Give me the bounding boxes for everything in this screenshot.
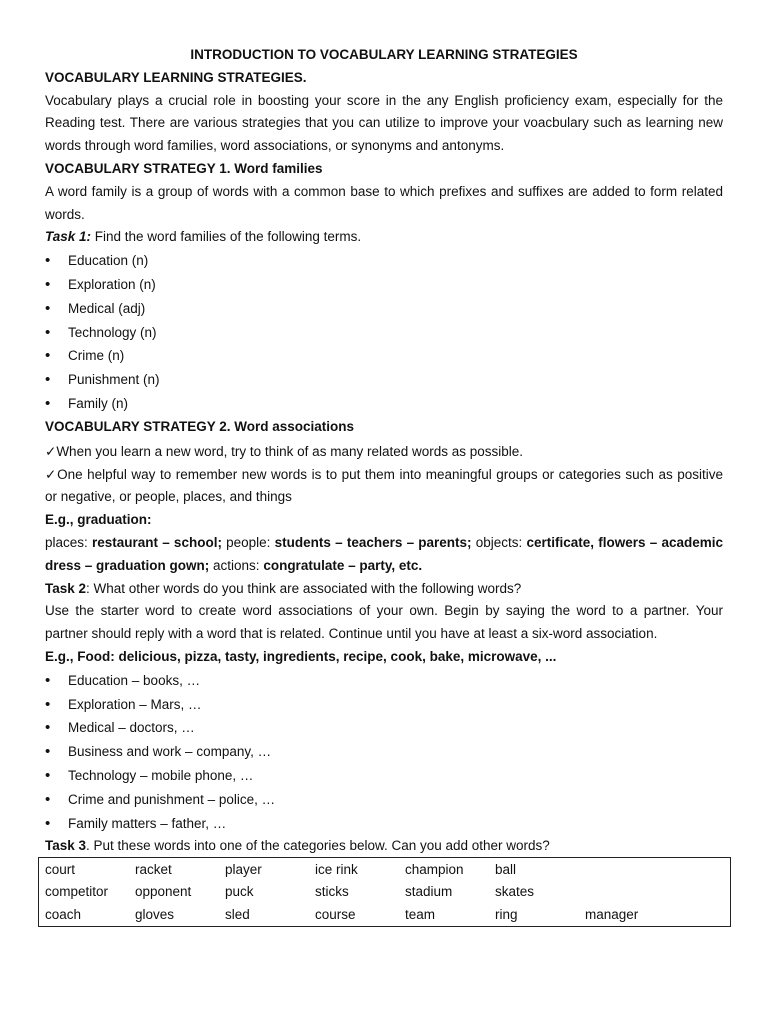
list-item: • Exploration – Mars, … [45,693,723,717]
table-cell: sticks [315,884,349,900]
table-cell: manager [585,906,639,922]
checkmark-line-2-cont: or negative, or people, places, and things [45,489,292,505]
table-cell: ball [495,861,517,877]
task3-text: . Put these words into one of the categories below. Can you add other words? [86,838,550,854]
table-cell: team [405,906,436,922]
table-cell: ring [495,906,518,922]
table-cell: opponent [135,884,192,900]
list-item: • Technology – mobile phone, … [45,764,723,788]
task2-desc-line-2: partner should reply with a word that is related. Continue until you have at least a six-word association. [45,626,658,642]
strategy2-heading: VOCABULARY STRATEGY 2. Word associations [45,418,355,434]
eg-text: people: [221,534,275,550]
word-table [38,857,731,927]
task3-label: Task 3 [45,838,87,854]
task2-line [45,578,723,601]
table-cell [579,881,731,904]
list-item: • Exploration (n) [45,273,723,297]
table-cell: court [45,861,76,877]
list-item: • Crime (n) [45,344,723,368]
eg-bold: congratulate – party, etc. [263,557,423,573]
strategy1-heading: VOCABULARY STRATEGY 1. Word families [45,160,323,176]
intro-line-1: Vocabulary plays a crucial role in boosting your score in the any English proficiency exam, especially for the [45,92,723,108]
list-item: • Medical – doctors, … [45,716,723,740]
strategy1-def-line-2: words. [45,206,85,222]
eg-line-1 [45,532,723,555]
list-item: • Family matters – father, … [45,812,723,836]
checkmark-line-2: ✓ One helpful way to remember new words is to put them into meaningful groups or categories such as positive [45,464,723,487]
task3-line [45,835,723,858]
task1-label: Task 1: [45,229,92,245]
table-cell: sled [225,906,250,922]
checkmark-line-1: ✓ When you learn a new word, try to think of as many related words as possible. [45,439,723,464]
eg-bold: restaurant – school; [91,534,222,550]
eg-bold: dress – graduation gown; [45,557,210,573]
table-row [39,903,731,926]
task1-text: Find the word families of the following terms. [91,229,362,245]
intro-line-3: words through word families, word associations, or synonyms and antonyms. [45,138,505,154]
section-heading: VOCABULARY LEARNING STRATEGIES. [45,69,307,85]
eg-text: actions: [209,557,264,573]
document-page [45,44,723,858]
task2-desc-line-1: Use the starter word to create word associations of your own. Begin by saying the word to a partner. Your [45,603,723,619]
table-cell [579,858,731,881]
list-item: • Education – books, … [45,669,723,693]
task2-text: : What other words do you think are associated with the following words? [86,580,522,596]
table-row [39,858,731,881]
food-example: E.g., Food: delicious, pizza, tasty, ingredients, recipe, cook, bake, microwave, ... [45,648,557,664]
table-cell: stadium [405,884,453,900]
list-item: • Medical (adj) [45,297,723,321]
list-item: • Crime and punishment – police, … [45,788,723,812]
table-cell: ice rink [315,861,358,877]
eg-line-2 [45,555,723,578]
table-cell: skates [495,884,535,900]
task1-line [45,226,723,249]
eg-text: objects: [471,534,527,550]
eg-bold: certificate, flowers – academic [526,534,723,550]
list-item: • Family (n) [45,392,723,416]
list-item: • Punishment (n) [45,368,723,392]
task2-label: Task 2 [45,580,87,596]
table-row [39,881,731,904]
eg-graduation-label: E.g., graduation: [45,512,152,528]
eg-text: places: [45,534,92,550]
list-item: • Technology (n) [45,321,723,345]
table-cell: gloves [135,906,175,922]
table-cell: competitor [45,884,109,900]
table-cell: champion [405,861,464,877]
strategy1-def-line-1: A word family is a group of words with a common base to which prefixes and suffixes are added to form related [45,183,723,199]
intro-line-2: Reading test. There are various strategies that you can utilize to improve your voacbulary such as learning new [45,115,723,131]
table-cell: racket [135,861,172,877]
table-cell: player [225,861,262,877]
list-item: • Business and work – company, … [45,740,723,764]
eg-bold: students – teachers – parents; [274,534,472,550]
table-cell: puck [225,884,254,900]
list-item: • Education (n) [45,249,723,273]
table-cell: coach [45,906,82,922]
document-title: INTRODUCTION TO VOCABULARY LEARNING STRATEGIES [190,47,578,62]
table-cell: course [315,906,356,922]
